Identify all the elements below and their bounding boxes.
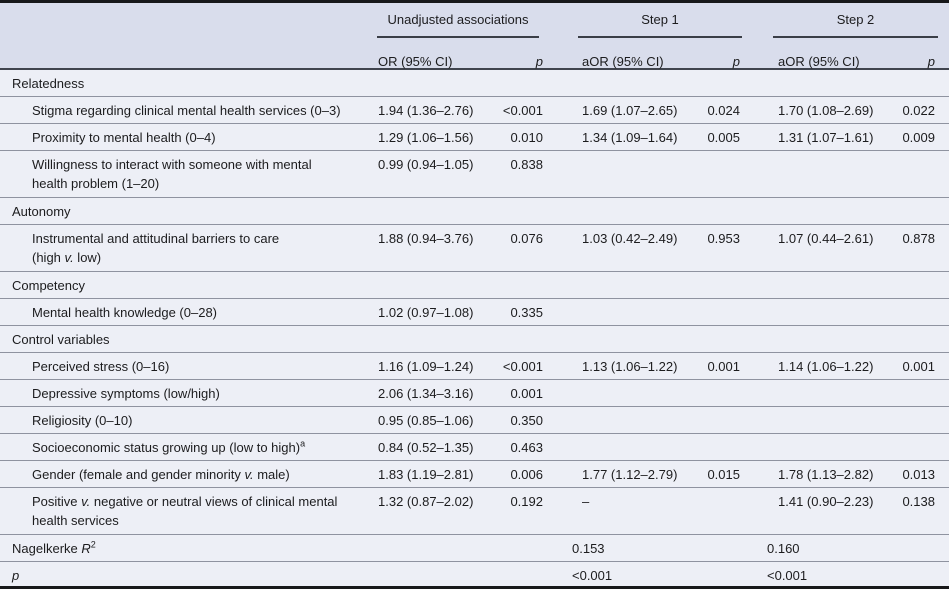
- or-value-cell: [560, 434, 700, 439]
- section-row: [0, 326, 949, 353]
- p-value-cell: 0.335: [510, 305, 543, 320]
- p-value-cell: [895, 380, 949, 385]
- table-header: [0, 0, 949, 70]
- p-value-cell: [496, 70, 560, 75]
- or-value-cell: 1.32 (0.87–2.02): [378, 494, 474, 509]
- p-value-cell: [700, 299, 755, 304]
- p-value-cell: [700, 70, 755, 75]
- p-value-cell: 0.009: [902, 130, 935, 145]
- or-value-cell: [560, 299, 700, 304]
- row-label: [0, 434, 362, 458]
- section-row: [0, 70, 949, 97]
- or-value-cell: 1.29 (1.06–1.56): [378, 130, 474, 145]
- or-value-cell: 1.14 (1.06–1.22): [778, 359, 874, 374]
- or-value-cell: 1.03 (0.42–2.49): [582, 231, 678, 246]
- p-value-cell: 0.192: [510, 494, 543, 509]
- row-label: [0, 225, 362, 268]
- or-value-cell: 0.95 (0.85–1.06): [378, 413, 474, 428]
- or-value-cell: [560, 70, 700, 75]
- p-value-cell: [700, 434, 755, 439]
- p-value-cell: 0.013: [902, 467, 935, 482]
- label-text: Nagelkerke: [12, 541, 82, 556]
- group-underline: [578, 36, 742, 38]
- p-value-cell: 0.022: [902, 103, 935, 118]
- row-label: Depressive symptoms (low/high): [32, 386, 220, 401]
- label-text: male): [253, 467, 290, 482]
- p-value-cell: [700, 326, 755, 331]
- label-text: Socioeconomic status growing up (low to high): [32, 440, 301, 455]
- or-value-cell: 0.84 (0.52–1.35): [378, 440, 474, 455]
- p-value-cell: <0.001: [502, 359, 543, 374]
- row-label: Relatedness: [12, 76, 85, 91]
- group-label: Step 1: [641, 12, 679, 27]
- or-value-cell: 0.153: [572, 541, 605, 556]
- table-row: [0, 488, 949, 535]
- or-value-cell: [362, 272, 496, 277]
- p-value-cell: 0.463: [510, 440, 543, 455]
- or-value-cell: 1.83 (1.19–2.81): [378, 467, 474, 482]
- row-label: Control variables: [12, 332, 110, 347]
- or-value-cell: [755, 407, 895, 412]
- or-value-cell: 1.34 (1.09–1.64): [582, 130, 678, 145]
- col-header-aor-step2: aOR (95% CI): [778, 54, 860, 69]
- col-header-p: p: [535, 54, 543, 69]
- table-row: [0, 151, 949, 198]
- label-column-header: [0, 49, 362, 69]
- p-value-cell: <0.001: [502, 103, 543, 118]
- p-value-cell: [895, 434, 949, 439]
- p-value-cell: 0.878: [902, 231, 935, 246]
- group-underline: [773, 36, 938, 38]
- row-label: [0, 461, 362, 485]
- p-value-cell: [700, 198, 755, 203]
- row-label: [0, 151, 362, 194]
- or-value-cell: [560, 326, 700, 331]
- col-header-or: OR (95% CI): [378, 54, 453, 69]
- p-value-cell: [895, 535, 949, 540]
- or-value-cell: [362, 326, 496, 331]
- group-underline: [377, 36, 539, 38]
- p-value-cell: 0.350: [510, 413, 543, 428]
- table-row: [0, 353, 949, 380]
- table-row: [0, 124, 949, 151]
- label-text: v.: [64, 249, 74, 265]
- or-value-cell: [362, 198, 496, 203]
- p-value-cell: [700, 535, 755, 540]
- or-value-cell: 1.78 (1.13–2.82): [778, 467, 874, 482]
- row-label: [0, 535, 362, 559]
- p-value-cell: 0.006: [510, 467, 543, 482]
- or-value-cell: 1.07 (0.44–2.61): [778, 231, 874, 246]
- or-value-cell: 1.31 (1.07–1.61): [778, 130, 874, 145]
- p-value-cell: [496, 562, 560, 567]
- or-value-cell: –: [582, 494, 590, 509]
- p-value-cell: 0.001: [902, 359, 935, 374]
- row-label: Competency: [12, 278, 85, 293]
- section-row: [0, 198, 949, 225]
- p-value-cell: [700, 488, 755, 493]
- or-value-cell: [362, 70, 496, 75]
- table-row: [0, 97, 949, 124]
- p-value-cell: 0.001: [707, 359, 740, 374]
- table-row: [0, 407, 949, 434]
- p-value-cell: [895, 326, 949, 331]
- p-value-cell: [895, 562, 949, 567]
- or-value-cell: [560, 272, 700, 277]
- p-value-cell: [895, 198, 949, 203]
- p-value-cell: 0.024: [707, 103, 740, 118]
- or-value-cell: [755, 434, 895, 439]
- table-row: [0, 225, 949, 272]
- col-header-aor-step1: aOR (95% CI): [582, 54, 664, 69]
- label-text: Instrumental and attitudinal barriers to care: [32, 231, 280, 246]
- label-text: health problem (1–20): [32, 175, 160, 191]
- p-value-cell: [895, 70, 949, 75]
- or-value-cell: 2.06 (1.34–3.16): [378, 386, 474, 401]
- or-value-cell: [560, 380, 700, 385]
- or-value-cell: [560, 198, 700, 203]
- label-text: v.: [244, 467, 254, 482]
- summary-row: [0, 562, 949, 589]
- or-value-cell: [755, 70, 895, 75]
- or-value-cell: [755, 326, 895, 331]
- p-value-cell: [895, 151, 949, 156]
- p-value-cell: 0.001: [510, 386, 543, 401]
- or-value-cell: 1.41 (0.90–2.23): [778, 494, 874, 509]
- table-row: [0, 380, 949, 407]
- or-value-cell: [560, 407, 700, 412]
- or-value-cell: [755, 299, 895, 304]
- label-text: Willingness to interact with someone with mental: [32, 157, 312, 172]
- row-label: Religiosity (0–10): [32, 413, 133, 428]
- or-value-cell: 0.99 (0.94–1.05): [378, 157, 474, 172]
- row-label: Perceived stress (0–16): [32, 359, 170, 374]
- p-value-cell: 0.953: [707, 231, 740, 246]
- or-value-cell: [362, 562, 496, 567]
- table-body: [0, 70, 949, 589]
- p-value-cell: [895, 272, 949, 277]
- label-text: Positive: [32, 494, 82, 509]
- label-text: p: [12, 568, 20, 583]
- p-value-cell: 0.076: [510, 231, 543, 246]
- label-text: 2: [90, 539, 96, 550]
- or-value-cell: [755, 198, 895, 203]
- or-value-cell: 1.02 (0.97–1.08): [378, 305, 474, 320]
- col-header-p-step2: p: [927, 54, 935, 69]
- label-text: a: [300, 438, 306, 449]
- label-text: v.: [81, 494, 91, 509]
- or-value-cell: [560, 151, 700, 156]
- p-value-cell: [895, 299, 949, 304]
- label-text: Gender (female and gender minority: [32, 467, 245, 482]
- row-label: Proximity to mental health (0–4): [32, 130, 216, 145]
- or-value-cell: 1.69 (1.07–2.65): [582, 103, 678, 118]
- row-label: Autonomy: [12, 204, 71, 219]
- or-value-cell: 1.13 (1.06–1.22): [582, 359, 678, 374]
- p-value-cell: [895, 407, 949, 412]
- or-value-cell: 1.94 (1.36–2.76): [378, 103, 474, 118]
- table-row: [0, 299, 949, 326]
- table-row: [0, 434, 949, 461]
- p-value-cell: [700, 272, 755, 277]
- label-text: (high: [32, 249, 65, 265]
- subheader-row: [0, 49, 949, 69]
- row-label: Stigma regarding clinical mental health services (0–3): [32, 103, 341, 118]
- label-text: negative or neutral views of clinical mental: [90, 494, 338, 509]
- p-value-cell: 0.005: [707, 130, 740, 145]
- p-value-cell: [700, 407, 755, 412]
- group-label: Unadjusted associations: [387, 12, 529, 27]
- p-value-cell: [496, 198, 560, 203]
- section-row: [0, 272, 949, 299]
- p-value-cell: 0.010: [510, 130, 543, 145]
- row-label: [0, 562, 362, 586]
- or-value-cell: [362, 535, 496, 540]
- col-header-p-step1: p: [732, 54, 740, 69]
- label-text: R: [81, 541, 91, 556]
- summary-row: [0, 535, 949, 562]
- or-value-cell: 1.77 (1.12–2.79): [582, 467, 678, 482]
- or-value-cell: [755, 151, 895, 156]
- row-label: [0, 488, 362, 531]
- row-label: Mental health knowledge (0–28): [32, 305, 218, 320]
- or-value-cell: 1.16 (1.09–1.24): [378, 359, 474, 374]
- p-value-cell: 0.015: [707, 467, 740, 482]
- table-row: [0, 461, 949, 488]
- p-value-cell: 0.138: [902, 494, 935, 509]
- group-label: Step 2: [836, 12, 875, 27]
- p-value-cell: [700, 562, 755, 567]
- p-value-cell: [496, 272, 560, 277]
- p-value-cell: [700, 380, 755, 385]
- p-value-cell: [700, 151, 755, 156]
- label-text: low): [73, 249, 102, 265]
- or-value-cell: <0.001: [572, 568, 613, 583]
- label-text: health services: [32, 512, 119, 528]
- or-value-cell: 1.88 (0.94–3.76): [378, 231, 474, 246]
- p-value-cell: [496, 535, 560, 540]
- or-value-cell: [755, 272, 895, 277]
- or-value-cell: <0.001: [767, 568, 808, 583]
- or-value-cell: [755, 380, 895, 385]
- or-value-cell: 0.160: [767, 541, 800, 556]
- or-value-cell: 1.70 (1.08–2.69): [778, 103, 874, 118]
- p-value-cell: 0.838: [510, 157, 543, 172]
- p-value-cell: [496, 326, 560, 331]
